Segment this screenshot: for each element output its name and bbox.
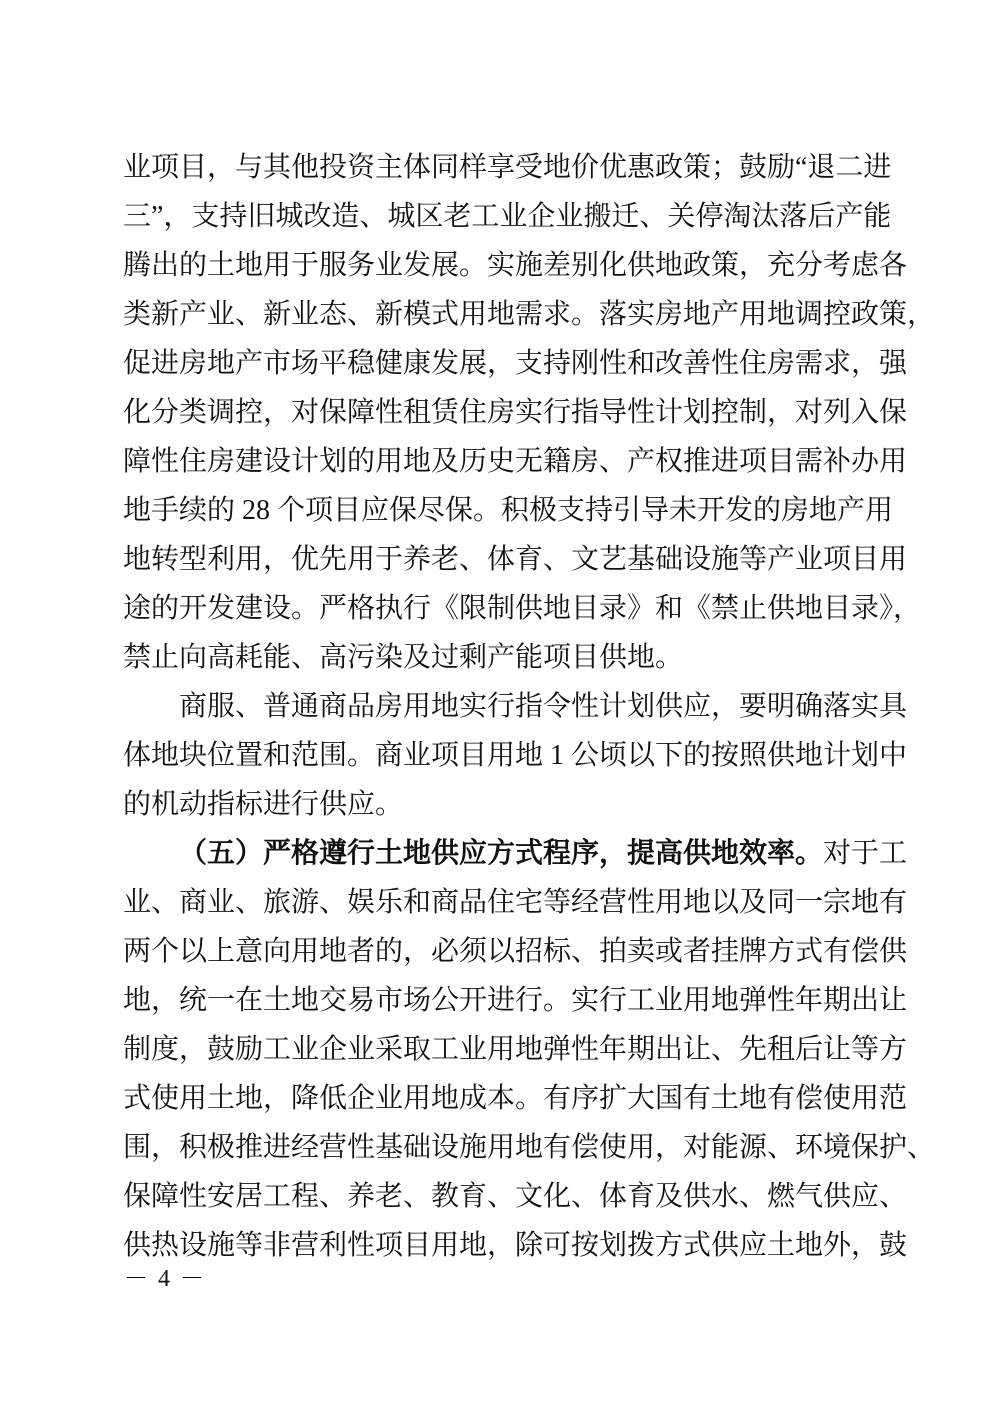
text-line: 围，积极推进经营性基础设施用地有偿使用，对能源、环境保护、 — [123, 1132, 936, 1163]
text-line: 地，统一在土地交易市场公开进行。实行工业用地弹性年期出让 — [123, 985, 908, 1016]
text-line: 障性住房建设计划的用地及历史无籍房、产权推进项目需补办用 — [123, 446, 908, 477]
text-line: 业项目，与其他投资主体同样享受地价优惠政策；鼓励“退二进 — [123, 152, 892, 183]
text-line: 保障性安居工程、养老、教育、文化、体育及供水、燃气供应、 — [123, 1181, 908, 1212]
text-line: 促进房地产市场平稳健康发展，支持刚性和改善性住房需求，强 — [123, 348, 908, 379]
text-line: 制度，鼓励工业企业采取工业用地弹性年期出让、先租后让等方 — [123, 1034, 908, 1065]
paragraph-end-line: 禁止向高耗能、高污染及过剩产能项目供地。 — [123, 642, 684, 673]
text-line: 类新产业、新业态、新模式用地需求。落实房地产用地调控政策， — [123, 299, 936, 330]
text-line: 供热设施等非营利性项目用地，除可按划拨方式供应土地外，鼓 — [123, 1230, 908, 1261]
paragraph-end-line: 的机动指标进行供应。 — [123, 789, 404, 820]
text-line: 三”，支持旧城改造、城区老工业企业搬迁、关停淘汰落后产能 — [123, 201, 892, 232]
paragraph-start-line: 商服、普通商品房用地实行指令性计划供应，要明确落实具 — [179, 691, 908, 722]
section-heading: （五）严格遵行土地供应方式程序，提高供地效率。 — [179, 838, 824, 869]
text-line: 腾出的土地用于服务业发展。实施差别化供地政策，充分考虑各 — [123, 250, 908, 281]
text-line: 业、商业、旅游、娱乐和商品住宅等经营性用地以及同一宗地有 — [123, 887, 908, 918]
text-run: 对于工 — [823, 838, 908, 869]
page-number: － 4 － — [124, 1266, 206, 1292]
text-line: 体地块位置和范围。商业项目用地 1 公顷以下的按照供地计划中 — [123, 740, 908, 771]
section-heading-line — [123, 829, 908, 878]
text-line: 途的开发建设。严格执行《限制供地目录》和《禁止供地目录》， — [123, 593, 922, 624]
document-body — [123, 143, 936, 1270]
text-line: 地手续的 28 个项目应保尽保。积极支持引导未开发的房地产用 — [123, 495, 894, 526]
text-line: 地转型利用，优先用于养老、体育、文艺基础设施等产业项目用 — [123, 544, 908, 575]
text-line: 两个以上意向用地者的，必须以招标、拍卖或者挂牌方式有偿供 — [123, 936, 908, 967]
text-line: 式使用土地，降低企业用地成本。有序扩大国有土地有偿使用范 — [123, 1083, 908, 1114]
text-line: 化分类调控，对保障性租赁住房实行指导性计划控制，对列入保 — [123, 397, 908, 428]
